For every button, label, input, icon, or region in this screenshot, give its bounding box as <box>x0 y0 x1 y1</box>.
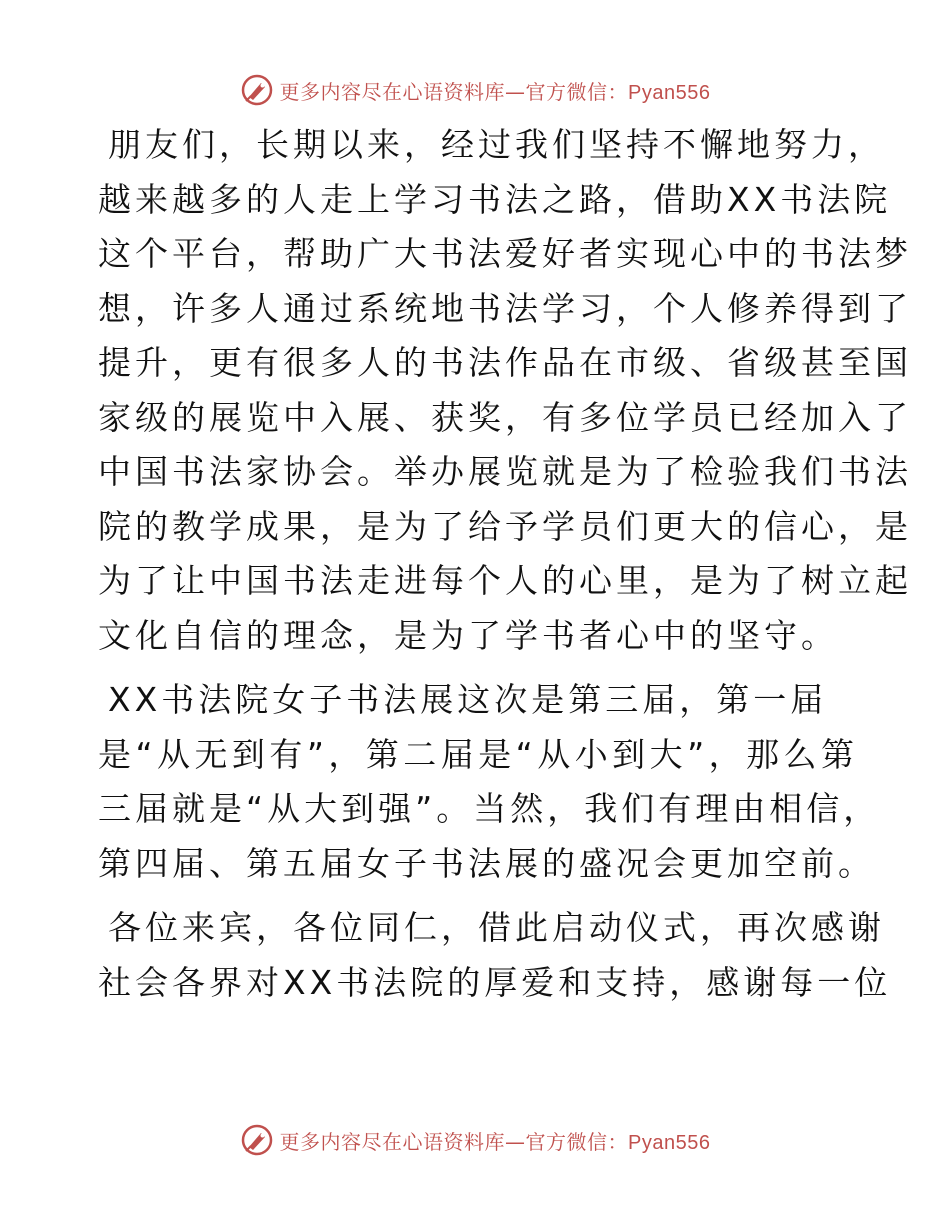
text-line: 提升，更有很多人的书法作品在市级、省级甚至国 <box>98 343 912 382</box>
pen-nib-logo-icon <box>240 1123 274 1157</box>
paragraph-1 <box>98 118 912 663</box>
text-line: 中国书法家协会。举办展览就是为了检验我们书法 <box>98 452 912 491</box>
text-line: 各位来宾，各位同仁，借此启动仪式，再次感谢 <box>108 908 885 947</box>
text-line: 为了让中国书法走进每个人的心里，是为了树立起 <box>98 561 912 600</box>
text-line: 文化自信的理念，是为了学书者心中的坚守。 <box>98 615 838 655</box>
header-watermark <box>0 70 950 110</box>
document-body <box>98 118 912 1020</box>
text-line: 这个平台，帮助广大书法爱好者实现心中的书法梦 <box>98 234 912 273</box>
paragraph-2 <box>98 673 881 891</box>
text-line: 越来越多的人走上学习书法之路，借助XX书法院 <box>98 179 892 219</box>
watermark-text: 更多内容尽在心语资料库—官方微信：Pyan556 <box>279 79 711 104</box>
watermark-handle: Pyan556 <box>628 1131 711 1154</box>
text-line: 院的教学成果，是为了给予学员们更大的信心，是 <box>98 506 912 546</box>
text-line: 社会各界对XX书法院的厚爱和支持，感谢每一位 <box>98 962 892 1002</box>
text-line: 是“从无到有”，第二届是“从小到大”，那么第 <box>98 734 858 774</box>
footer-watermark <box>0 1120 950 1160</box>
text-line: 想，许多人通过系统地书法学习，个人修养得到了 <box>98 288 912 328</box>
text-line: 家级的展览中入展、获奖，有多位学员已经加入了 <box>98 397 912 437</box>
watermark-handle: Pyan556 <box>628 81 711 104</box>
pen-nib-logo-icon <box>240 73 274 107</box>
text-line: 朋友们，长期以来，经过我们坚持不懈地努力， <box>108 125 885 164</box>
paragraph-3 <box>98 901 892 1010</box>
watermark-text: 更多内容尽在心语资料库—官方微信：Pyan556 <box>279 1129 711 1154</box>
text-line: XX书法院女子书法展这次是第三届，第一届 <box>108 680 828 719</box>
text-line: 第四届、第五届女子书法展的盛况会更加空前。 <box>98 843 875 883</box>
text-line: 三届就是“从大到强”。当然，我们有理由相信， <box>98 789 881 828</box>
